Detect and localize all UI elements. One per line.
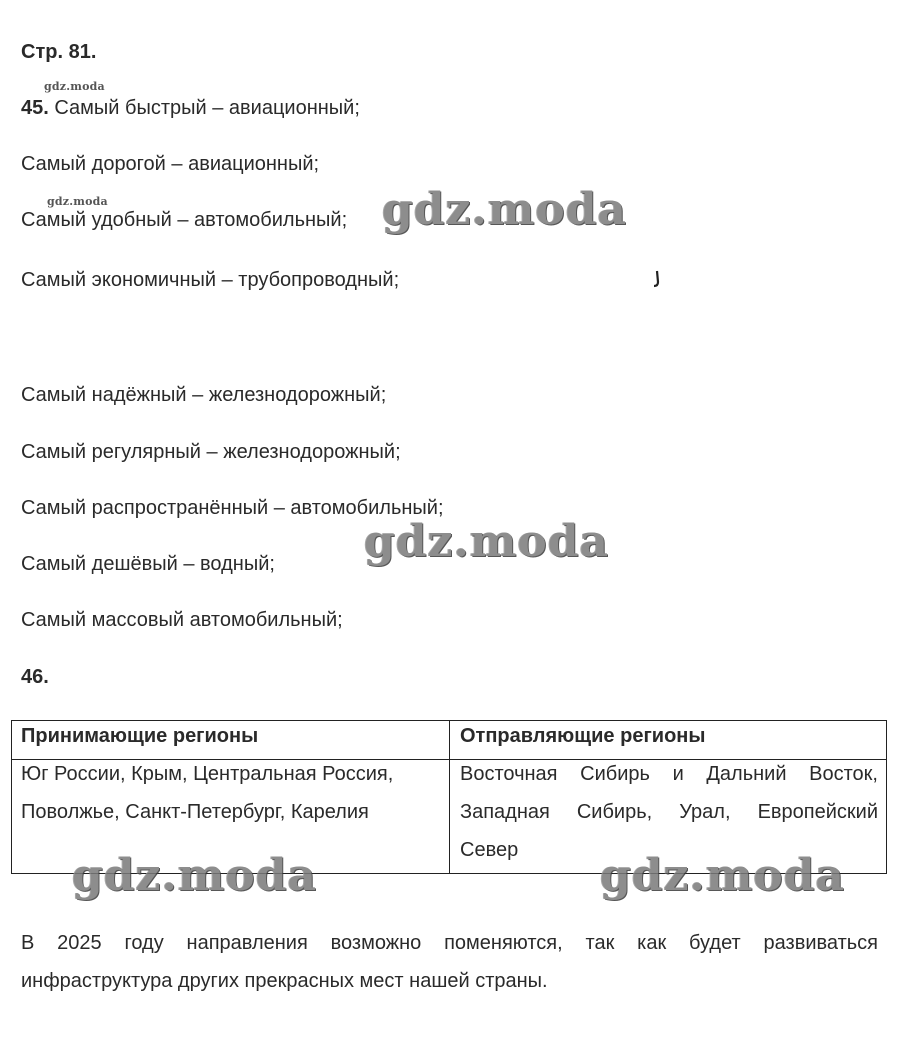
task-45-number: 45. <box>21 97 49 119</box>
paragraph-line-1: В 2025 году направления возможно поменяются, так как будет развиваться <box>21 932 878 954</box>
task-45-first-line: Самый быстрый – авиационный; <box>54 97 360 119</box>
task-45-line-5: Самый надёжный – железнодорожный; <box>21 384 387 406</box>
task-46-paragraph <box>21 924 878 1000</box>
task-46-number: 46. <box>21 666 49 688</box>
task-45-line-4: Самый экономичный – трубопроводный; <box>21 269 400 291</box>
watermark-big-3: gdz.moda <box>72 850 318 901</box>
task-45-line-7: Самый распространённый – автомобильный; <box>21 497 444 519</box>
watermark-small-1: gdz.moda <box>44 80 105 93</box>
task-45-line-9: Самый массовый автомобильный; <box>21 609 343 631</box>
watermark-small-2: gdz.moda <box>47 195 108 208</box>
table-cell-sending-line-3: Север <box>460 839 519 861</box>
task-45-line-6: Самый регулярный – железнодорожный; <box>21 441 401 463</box>
table-cell-receiving-line-1: Юг России, Крым, Центральная Россия, <box>21 763 394 785</box>
task-45-line-8: Самый дешёвый – водный; <box>21 553 275 575</box>
task-45-line-1 <box>21 96 360 120</box>
table-header-receiving: Принимающие регионы <box>21 725 259 747</box>
watermark-big-4: gdz.moda <box>600 850 846 901</box>
table-header-sending: Отправляющие регионы <box>460 725 706 747</box>
task-45-line-2: Самый дорогой – авиационный; <box>21 153 320 175</box>
page-title: Стр. 81. <box>21 41 97 63</box>
table-cell-sending-line-1: Восточная Сибирь и Дальний Восток, <box>460 763 878 785</box>
stray-mark-icon <box>652 270 660 288</box>
table-divider-vertical <box>449 721 450 873</box>
watermark-big-2: gdz.moda <box>364 516 610 567</box>
task-45-line-3: Самый удобный – автомобильный; <box>21 209 348 231</box>
paragraph-line-2: инфраструктура других прекрасных мест нашей страны. <box>21 970 548 992</box>
watermark-big-1: gdz.moda <box>382 184 628 235</box>
table-cell-receiving-line-2: Поволжье, Санкт-Петербург, Карелия <box>21 801 369 823</box>
table-cell-sending-line-2: Западная Сибирь, Урал, Европейский <box>460 801 878 823</box>
